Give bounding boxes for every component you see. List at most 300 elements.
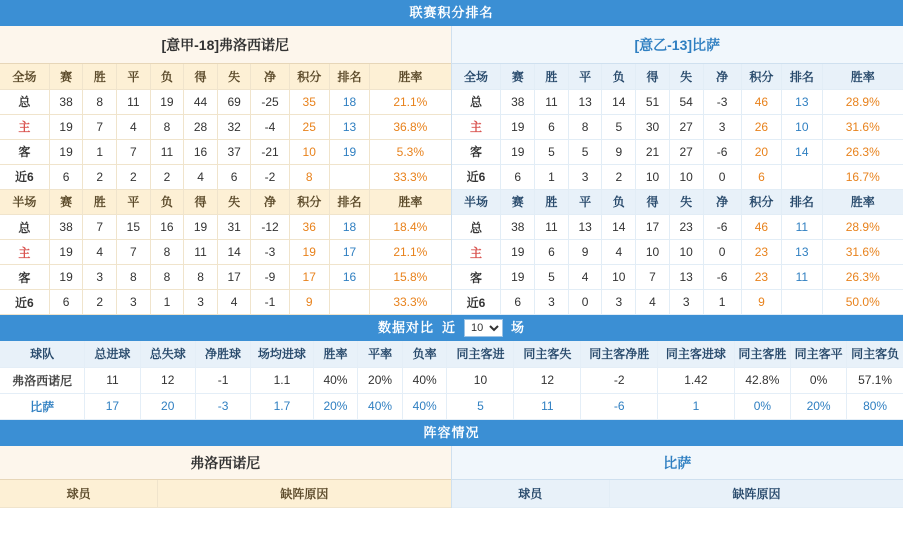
- cell: 20%: [358, 367, 403, 393]
- col-scope: 全场: [0, 64, 49, 89]
- cell: 8: [83, 89, 117, 114]
- table-header-row: [452, 190, 903, 215]
- cell: -1: [251, 290, 289, 315]
- col-loss: 负: [150, 64, 184, 89]
- col-points: 积分: [289, 64, 329, 89]
- standings-home-column: [0, 26, 452, 315]
- cell: 4: [636, 290, 670, 315]
- row-label: 主: [452, 240, 501, 265]
- col-winrate: 胜率: [370, 190, 451, 215]
- cell: 2: [602, 164, 636, 189]
- col-win: 胜: [535, 190, 569, 215]
- col-goals-for: 得: [636, 64, 670, 89]
- table-row: [0, 240, 451, 265]
- table-header-row: [0, 480, 451, 508]
- cell: 8: [568, 114, 602, 139]
- cell-winrate: 33.3%: [370, 164, 451, 189]
- cell: 3: [568, 164, 602, 189]
- col-scope: 半场: [452, 190, 501, 215]
- cell: -9: [251, 265, 289, 290]
- col-player: 球员: [452, 480, 610, 508]
- compare-title-label: 数据对比: [377, 320, 434, 335]
- home-halftime-table: [0, 190, 451, 316]
- cell: 2: [117, 164, 151, 189]
- cell: 4: [184, 164, 218, 189]
- col-goal-diff: 净: [251, 64, 289, 89]
- row-label: 总: [0, 215, 49, 240]
- cell-rank: [329, 164, 369, 189]
- cell: 12: [140, 367, 195, 393]
- cell: 38: [501, 89, 535, 114]
- col-draw: 平: [568, 64, 602, 89]
- row-label: 客: [0, 139, 49, 164]
- standings-section-title: 联赛积分排名: [0, 0, 903, 26]
- cell-rank: [329, 290, 369, 315]
- row-label: 总: [0, 89, 49, 114]
- cell: 12: [514, 367, 581, 393]
- cell: 28: [184, 114, 218, 139]
- cell-rank: 13: [329, 114, 369, 139]
- col-rank: 排名: [782, 64, 822, 89]
- cell: 40%: [402, 367, 447, 393]
- cell: 11: [85, 367, 140, 393]
- cell: 2: [83, 290, 117, 315]
- cell: -25: [251, 89, 289, 114]
- cell: 3: [117, 290, 151, 315]
- cell: 1: [535, 164, 569, 189]
- cell: 69: [217, 89, 251, 114]
- cell: 19: [501, 265, 535, 290]
- table-row: [452, 290, 903, 315]
- cell: 0%: [734, 393, 790, 419]
- cell-rank: 13: [782, 89, 822, 114]
- cell-rank: 19: [329, 139, 369, 164]
- cell: 0: [703, 240, 741, 265]
- lineup-section-title: 阵容情况: [0, 420, 903, 446]
- cell: 27: [669, 114, 703, 139]
- cell-rank: 18: [329, 89, 369, 114]
- row-label: 客: [452, 139, 501, 164]
- home-team-heading: [意甲-18]弗洛西诺尼: [0, 26, 451, 64]
- row-label: 总: [452, 215, 501, 240]
- col-win: 胜: [83, 64, 117, 89]
- table-row: [0, 139, 451, 164]
- standings-away-column: [452, 26, 903, 315]
- cell-points: 19: [289, 240, 329, 265]
- cell: 19: [501, 240, 535, 265]
- cell: 8: [150, 240, 184, 265]
- row-team-name: 比萨: [0, 393, 85, 419]
- cell: -3: [195, 393, 250, 419]
- table-row: [0, 114, 451, 139]
- cell-winrate: 15.8%: [370, 265, 451, 290]
- cell: 10: [636, 240, 670, 265]
- cell: 5: [447, 393, 514, 419]
- cell: -1: [195, 367, 250, 393]
- cell: 19: [501, 114, 535, 139]
- cell-points: 35: [289, 89, 329, 114]
- table-row: [0, 367, 903, 393]
- col-loss: 负: [602, 190, 636, 215]
- cell-winrate: 26.3%: [822, 265, 903, 290]
- cell-points: 46: [741, 89, 781, 114]
- cell: 6: [217, 164, 251, 189]
- cell: 1: [150, 290, 184, 315]
- row-label: 总: [452, 89, 501, 114]
- cell: 1.42: [658, 367, 735, 393]
- cell: 9: [568, 240, 602, 265]
- table-row: [0, 290, 451, 315]
- cell: 1: [658, 393, 735, 419]
- cell-points: 20: [741, 139, 781, 164]
- table-row: [452, 89, 903, 114]
- cell: 40%: [358, 393, 403, 419]
- row-label: 客: [452, 265, 501, 290]
- cell: 32: [217, 114, 251, 139]
- cell: 38: [501, 215, 535, 240]
- cell-winrate: 50.0%: [822, 290, 903, 315]
- cell: -3: [703, 89, 741, 114]
- cell-points: 26: [741, 114, 781, 139]
- cell-winrate: 16.7%: [822, 164, 903, 189]
- table-row: [452, 265, 903, 290]
- cell: 54: [669, 89, 703, 114]
- cell-rank: 17: [329, 240, 369, 265]
- col-goals-for: 得: [184, 190, 218, 215]
- cell: 10: [602, 265, 636, 290]
- cell: 14: [602, 89, 636, 114]
- cell: -4: [251, 114, 289, 139]
- row-label: 近6: [452, 290, 501, 315]
- cell: -3: [251, 240, 289, 265]
- cell: -6: [703, 139, 741, 164]
- cell: 19: [501, 139, 535, 164]
- cell: 2: [83, 164, 117, 189]
- lineup-columns: [0, 446, 903, 509]
- cell-points: 9: [741, 290, 781, 315]
- table-row: [452, 114, 903, 139]
- row-label: 近6: [452, 164, 501, 189]
- cell: 27: [669, 139, 703, 164]
- cell-rank: [782, 290, 822, 315]
- cell: 57.1%: [847, 367, 903, 393]
- compare-section-title: [0, 315, 903, 341]
- cell-rank: 13: [782, 240, 822, 265]
- cell: 19: [150, 89, 184, 114]
- cell: 42.8%: [734, 367, 790, 393]
- cell: 3: [602, 290, 636, 315]
- col-rank: 排名: [329, 64, 369, 89]
- away-team-heading: [意乙-13]比萨: [452, 26, 903, 64]
- lineup-away-table: [452, 480, 903, 509]
- col-same-ha-against: 同主客失: [514, 341, 581, 367]
- cell: 8: [150, 265, 184, 290]
- col-winrate: 胜率: [822, 64, 903, 89]
- cell: 3: [83, 265, 117, 290]
- cell: 30: [636, 114, 670, 139]
- cell-winrate: 26.3%: [822, 139, 903, 164]
- cell: 1.1: [251, 367, 313, 393]
- col-goals-against: 失: [669, 64, 703, 89]
- cell: 6: [49, 290, 83, 315]
- col-same-ha-avg: 同主客进球: [658, 341, 735, 367]
- cell: 40%: [313, 367, 358, 393]
- compare-range-suffix: 场: [511, 320, 526, 335]
- cell: 17: [85, 393, 140, 419]
- col-same-ha-diff: 同主客净胜: [581, 341, 658, 367]
- cell: 5: [535, 139, 569, 164]
- cell: 8: [150, 114, 184, 139]
- cell: 10: [669, 164, 703, 189]
- table-row: [0, 265, 451, 290]
- cell: 19: [184, 215, 218, 240]
- cell: 3: [703, 114, 741, 139]
- cell: -6: [703, 265, 741, 290]
- col-same-ha-win: 同主客胜: [734, 341, 790, 367]
- home-fulltime-table: [0, 64, 451, 190]
- cell-points: 46: [741, 215, 781, 240]
- cell: 19: [49, 265, 83, 290]
- cell: 11: [117, 89, 151, 114]
- cell: 5: [535, 265, 569, 290]
- cell: 20%: [791, 393, 847, 419]
- cell: 7: [117, 240, 151, 265]
- cell: 10: [447, 367, 514, 393]
- cell-points: 6: [741, 164, 781, 189]
- row-label: 近6: [0, 164, 49, 189]
- cell-points: 36: [289, 215, 329, 240]
- cell: 51: [636, 89, 670, 114]
- col-draw-rate: 平率: [358, 341, 403, 367]
- col-played: 赛: [501, 190, 535, 215]
- col-total-goals-for: 总进球: [85, 341, 140, 367]
- col-points: 积分: [741, 64, 781, 89]
- table-row: [452, 139, 903, 164]
- lineup-home-team: 弗洛西诺尼: [0, 446, 451, 480]
- cell-winrate: 21.1%: [370, 240, 451, 265]
- col-draw: 平: [117, 64, 151, 89]
- cell: 19: [49, 114, 83, 139]
- col-same-ha-loss: 同主客负: [847, 341, 903, 367]
- cell: 3: [184, 290, 218, 315]
- cell: 15: [117, 215, 151, 240]
- cell: 19: [49, 240, 83, 265]
- col-win: 胜: [535, 64, 569, 89]
- cell-rank: 11: [782, 265, 822, 290]
- col-goals-against: 失: [217, 190, 251, 215]
- cell: 8: [184, 265, 218, 290]
- col-avg-goals: 场均进球: [251, 341, 313, 367]
- lineup-away-team: 比萨: [452, 446, 903, 480]
- row-label: 近6: [0, 290, 49, 315]
- col-goal-diff: 净: [703, 64, 741, 89]
- cell: 20: [140, 393, 195, 419]
- col-loss: 负: [150, 190, 184, 215]
- cell: 6: [501, 164, 535, 189]
- row-label: 客: [0, 265, 49, 290]
- cell: 6: [49, 164, 83, 189]
- cell: 38: [49, 89, 83, 114]
- cell-rank: 10: [782, 114, 822, 139]
- col-same-ha-draw: 同主客平: [791, 341, 847, 367]
- cell-points: 23: [741, 265, 781, 290]
- cell: 23: [669, 215, 703, 240]
- col-absence-reason: 缺阵原因: [610, 480, 903, 508]
- col-played: 赛: [49, 64, 83, 89]
- col-rank: 排名: [782, 190, 822, 215]
- cell: 7: [117, 139, 151, 164]
- col-goals-for: 得: [636, 190, 670, 215]
- col-scope: 半场: [0, 190, 49, 215]
- cell: 6: [535, 240, 569, 265]
- cell: 8: [117, 265, 151, 290]
- cell: 0: [568, 290, 602, 315]
- cell: 7: [83, 215, 117, 240]
- cell: -21: [251, 139, 289, 164]
- cell: 0: [703, 164, 741, 189]
- row-label: 主: [0, 240, 49, 265]
- cell-rank: 18: [329, 215, 369, 240]
- cell: 44: [184, 89, 218, 114]
- compare-range-select[interactable]: [464, 319, 503, 337]
- col-absence-reason: 缺阵原因: [158, 480, 451, 508]
- col-draw: 平: [117, 190, 151, 215]
- col-total-goals-against: 总失球: [140, 341, 195, 367]
- cell-points: 10: [289, 139, 329, 164]
- lineup-away-column: [452, 446, 903, 509]
- cell: 7: [83, 114, 117, 139]
- col-scope: 全场: [452, 64, 501, 89]
- cell: 2: [150, 164, 184, 189]
- col-win-rate: 胜率: [313, 341, 358, 367]
- cell-winrate: 28.9%: [822, 215, 903, 240]
- cell: 4: [83, 240, 117, 265]
- cell: -2: [581, 367, 658, 393]
- table-header-row: [452, 64, 903, 89]
- compare-table: [0, 341, 903, 420]
- cell: 13: [568, 215, 602, 240]
- cell: 5: [568, 139, 602, 164]
- compare-range-prefix: 近: [441, 320, 456, 335]
- cell: 40%: [402, 393, 447, 419]
- col-player: 球员: [0, 480, 158, 508]
- cell: 13: [669, 265, 703, 290]
- cell: 10: [636, 164, 670, 189]
- cell: 1: [83, 139, 117, 164]
- col-played: 赛: [501, 64, 535, 89]
- cell: 31: [217, 215, 251, 240]
- cell: 20%: [313, 393, 358, 419]
- cell-points: 23: [741, 240, 781, 265]
- cell: 17: [636, 215, 670, 240]
- col-winrate: 胜率: [822, 190, 903, 215]
- col-draw: 平: [568, 190, 602, 215]
- cell: 4: [217, 290, 251, 315]
- lineup-home-table: [0, 480, 451, 509]
- cell-winrate: 36.8%: [370, 114, 451, 139]
- cell: 3: [669, 290, 703, 315]
- col-loss-rate: 负率: [402, 341, 447, 367]
- cell: 1: [703, 290, 741, 315]
- cell-points: 17: [289, 265, 329, 290]
- col-goals-against: 失: [669, 190, 703, 215]
- away-fulltime-table: [452, 64, 903, 190]
- table-row: [0, 393, 903, 419]
- cell: 16: [184, 139, 218, 164]
- cell: 11: [184, 240, 218, 265]
- cell-winrate: 5.3%: [370, 139, 451, 164]
- row-label: 主: [452, 114, 501, 139]
- standings-columns: [0, 26, 903, 315]
- cell: 6: [501, 290, 535, 315]
- cell: -2: [251, 164, 289, 189]
- table-row: [0, 164, 451, 189]
- col-win: 胜: [83, 190, 117, 215]
- cell: 14: [217, 240, 251, 265]
- row-label: 主: [0, 114, 49, 139]
- cell: 11: [150, 139, 184, 164]
- table-row: [0, 215, 451, 240]
- cell-winrate: 21.1%: [370, 89, 451, 114]
- cell: 1.7: [251, 393, 313, 419]
- col-goals-against: 失: [217, 64, 251, 89]
- col-same-ha-for: 同主客进: [447, 341, 514, 367]
- table-row: [452, 164, 903, 189]
- col-goals-for: 得: [184, 64, 218, 89]
- table-row: [0, 89, 451, 114]
- col-points: 积分: [741, 190, 781, 215]
- cell: 6: [535, 114, 569, 139]
- cell: 3: [535, 290, 569, 315]
- cell: 13: [568, 89, 602, 114]
- cell: 16: [150, 215, 184, 240]
- cell: -6: [703, 215, 741, 240]
- cell: 9: [602, 139, 636, 164]
- cell-rank: 16: [329, 265, 369, 290]
- table-header-row: [0, 64, 451, 89]
- cell-points: 8: [289, 164, 329, 189]
- cell-rank: [782, 164, 822, 189]
- cell: 21: [636, 139, 670, 164]
- cell: 4: [568, 265, 602, 290]
- away-halftime-table: [452, 190, 903, 316]
- col-goal-diff: 净胜球: [195, 341, 250, 367]
- cell: 37: [217, 139, 251, 164]
- col-team: 球队: [0, 341, 85, 367]
- cell: 11: [535, 89, 569, 114]
- cell-rank: 14: [782, 139, 822, 164]
- cell-winrate: 31.6%: [822, 240, 903, 265]
- cell-winrate: 33.3%: [370, 290, 451, 315]
- cell-winrate: 31.6%: [822, 114, 903, 139]
- table-row: [452, 215, 903, 240]
- cell-points: 9: [289, 290, 329, 315]
- table-header-row: [0, 190, 451, 215]
- col-goal-diff: 净: [251, 190, 289, 215]
- col-winrate: 胜率: [370, 64, 451, 89]
- col-goal-diff: 净: [703, 190, 741, 215]
- cell: 17: [217, 265, 251, 290]
- cell: 80%: [847, 393, 903, 419]
- cell: 11: [514, 393, 581, 419]
- cell: 11: [535, 215, 569, 240]
- cell: 7: [636, 265, 670, 290]
- cell: -6: [581, 393, 658, 419]
- col-loss: 负: [602, 64, 636, 89]
- cell: -12: [251, 215, 289, 240]
- cell: 0%: [791, 367, 847, 393]
- cell: 38: [49, 215, 83, 240]
